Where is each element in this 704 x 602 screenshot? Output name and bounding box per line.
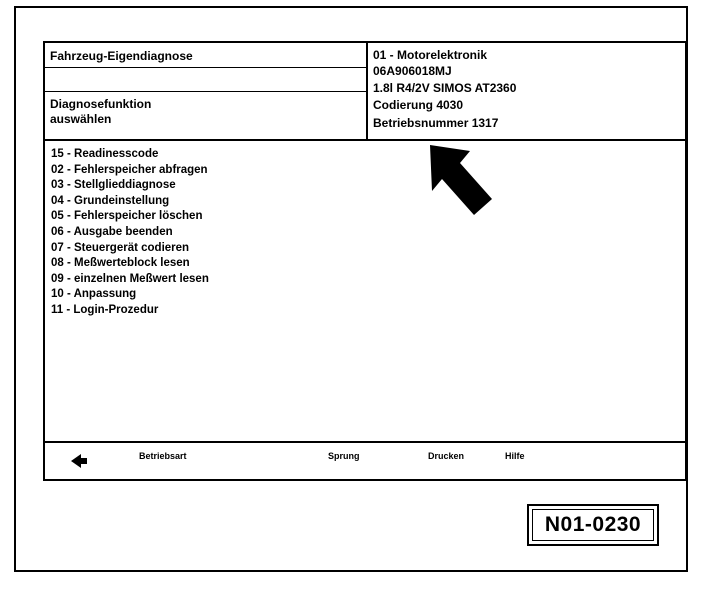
screen-header — [45, 43, 685, 141]
header-divider — [45, 67, 366, 68]
part-number: 06A906018MJ — [373, 64, 452, 78]
figure-frame — [14, 6, 688, 572]
print-button[interactable]: Drucken — [428, 451, 465, 461]
help-button[interactable]: Hilfe — [505, 451, 525, 461]
function-item-read-measuring-block[interactable]: 08 - Meßwerteblock lesen — [51, 257, 190, 270]
control-unit-address: 01 - Motorelektronik — [373, 48, 488, 62]
function-item-basic-setting[interactable]: 04 - Grundeinstellung — [51, 194, 170, 207]
function-item-code-control-unit[interactable]: 07 - Steuergerät codieren — [51, 241, 190, 254]
function-item-end-output[interactable]: 06 - Ausgabe beenden — [51, 225, 173, 238]
function-item-read-single-value[interactable]: 09 - einzelnen Meßwert lesen — [51, 272, 209, 285]
function-item-read-fault-memory[interactable]: 02 - Fehlerspeicher abfragen — [51, 163, 208, 176]
function-label: Diagnosefunktion — [50, 97, 152, 111]
figure-code: N01-0230 — [532, 509, 654, 541]
function-item-erase-fault-memory[interactable]: 05 - Fehlerspeicher löschen — [51, 210, 203, 223]
figure-code-box — [527, 504, 659, 546]
pointer-arrow-icon — [426, 141, 496, 221]
header-divider — [45, 91, 366, 92]
jump-button[interactable]: Sprung — [328, 451, 360, 461]
function-item-login[interactable]: 11 - Login-Prozedur — [51, 303, 159, 316]
function-item-actuator-diagnosis[interactable]: 03 - Stellglieddiagnose — [51, 179, 176, 192]
function-item-adaptation[interactable]: 10 - Anpassung — [51, 288, 137, 301]
workshop-number: Betriebsnummer 1317 — [373, 116, 499, 130]
header-left-panel — [45, 43, 368, 139]
screen-title: Fahrzeug-Eigendiagnose — [50, 49, 193, 63]
coding-value: Codierung 4030 — [373, 98, 464, 112]
screen-footer — [45, 441, 685, 481]
engine-description: 1.8l R4/2V SIMOS AT2360 — [373, 81, 517, 95]
mode-button[interactable]: Betriebsart — [139, 451, 187, 461]
function-prompt — [50, 97, 151, 127]
back-arrow-icon[interactable] — [69, 451, 89, 471]
function-sub-label: auswählen — [50, 112, 112, 126]
function-list — [51, 147, 209, 319]
function-item-readiness[interactable]: 15 - Readinesscode — [51, 148, 159, 160]
diagnosis-screen — [43, 41, 687, 481]
control-unit-info — [368, 43, 685, 139]
